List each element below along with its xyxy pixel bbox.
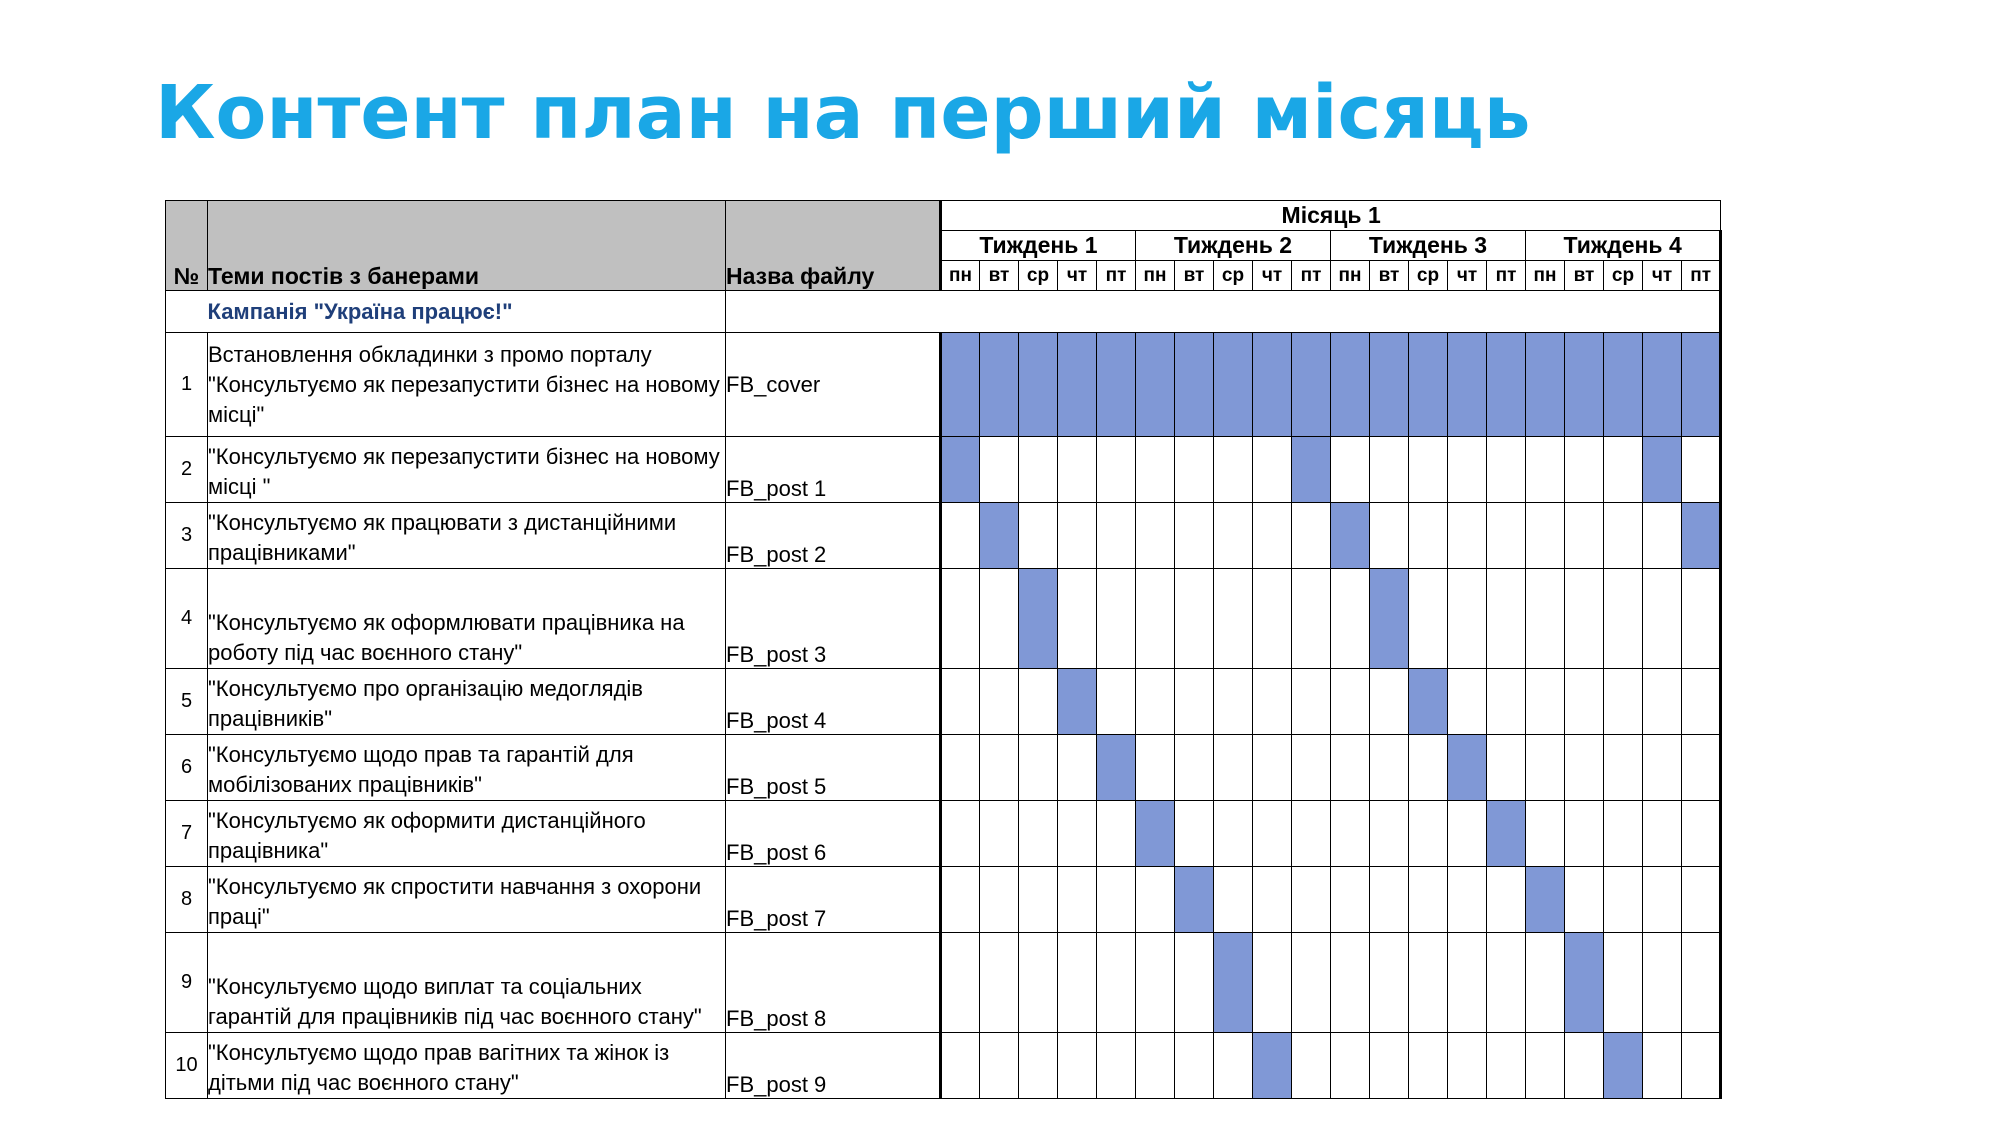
empty-day-cell bbox=[1175, 669, 1214, 735]
empty-day-cell bbox=[1370, 801, 1409, 867]
scheduled-day-cell bbox=[1526, 333, 1565, 437]
day-header-w2-вт: вт bbox=[1175, 261, 1214, 291]
scheduled-day-cell bbox=[1604, 333, 1643, 437]
file-name: FB_post 6 bbox=[726, 801, 941, 867]
scheduled-day-cell bbox=[1370, 333, 1409, 437]
page-title: Контент план на перший місяць bbox=[155, 70, 1531, 156]
empty-day-cell bbox=[1643, 735, 1682, 801]
empty-day-cell bbox=[1214, 735, 1253, 801]
scheduled-day-cell bbox=[1604, 1033, 1643, 1099]
empty-day-cell bbox=[1292, 801, 1331, 867]
post-topic: "Консультуємо про організацію медоглядів працівників" bbox=[208, 669, 726, 735]
empty-day-cell bbox=[1526, 1033, 1565, 1099]
day-header-w3-ср: ср bbox=[1409, 261, 1448, 291]
empty-day-cell bbox=[1448, 1033, 1487, 1099]
empty-day-cell bbox=[1019, 933, 1058, 1033]
empty-day-cell bbox=[1097, 933, 1136, 1033]
day-header-w2-пт: пт bbox=[1292, 261, 1331, 291]
empty-day-cell bbox=[1682, 1033, 1721, 1099]
day-header-w4-вт: вт bbox=[1565, 261, 1604, 291]
file-name: FB_post 4 bbox=[726, 669, 941, 735]
table-row bbox=[166, 569, 1721, 669]
scheduled-day-cell bbox=[1175, 867, 1214, 933]
empty-day-cell bbox=[1019, 669, 1058, 735]
scheduled-day-cell bbox=[1487, 333, 1526, 437]
empty-day-cell bbox=[1175, 801, 1214, 867]
day-header-w2-чт: чт bbox=[1253, 261, 1292, 291]
empty-day-cell bbox=[1643, 867, 1682, 933]
empty-day-cell bbox=[1682, 867, 1721, 933]
empty-day-cell bbox=[1370, 669, 1409, 735]
empty-day-cell bbox=[1097, 801, 1136, 867]
file-name: FB_cover bbox=[726, 333, 941, 437]
campaign-empty-cell bbox=[726, 291, 1721, 333]
empty-day-cell bbox=[1019, 503, 1058, 569]
empty-day-cell bbox=[1370, 503, 1409, 569]
empty-day-cell bbox=[1448, 867, 1487, 933]
empty-day-cell bbox=[1448, 933, 1487, 1033]
empty-day-cell bbox=[1604, 503, 1643, 569]
week-header-4: Тиждень 4 bbox=[1526, 231, 1721, 261]
empty-day-cell bbox=[980, 801, 1019, 867]
file-name: FB_post 9 bbox=[726, 1033, 941, 1099]
file-name: FB_post 5 bbox=[726, 735, 941, 801]
empty-day-cell bbox=[1604, 735, 1643, 801]
scheduled-day-cell bbox=[1682, 503, 1721, 569]
empty-day-cell bbox=[1292, 503, 1331, 569]
empty-day-cell bbox=[1331, 569, 1370, 669]
empty-day-cell bbox=[1331, 735, 1370, 801]
scheduled-day-cell bbox=[980, 503, 1019, 569]
scheduled-day-cell bbox=[1448, 735, 1487, 801]
table-row bbox=[166, 801, 1721, 867]
scheduled-day-cell bbox=[1682, 333, 1721, 437]
table-row bbox=[166, 503, 1721, 569]
empty-day-cell bbox=[1058, 1033, 1097, 1099]
scheduled-day-cell bbox=[1136, 333, 1175, 437]
scheduled-day-cell bbox=[1019, 569, 1058, 669]
empty-day-cell bbox=[1604, 569, 1643, 669]
empty-day-cell bbox=[1331, 669, 1370, 735]
scheduled-day-cell bbox=[1565, 933, 1604, 1033]
empty-day-cell bbox=[1214, 801, 1253, 867]
empty-day-cell bbox=[1409, 801, 1448, 867]
day-header-w4-пт: пт bbox=[1682, 261, 1721, 291]
empty-day-cell bbox=[1487, 669, 1526, 735]
week-header-3: Тиждень 3 bbox=[1331, 231, 1526, 261]
empty-day-cell bbox=[980, 1033, 1019, 1099]
scheduled-day-cell bbox=[1058, 333, 1097, 437]
empty-day-cell bbox=[941, 735, 980, 801]
scheduled-day-cell bbox=[1448, 333, 1487, 437]
empty-day-cell bbox=[1331, 933, 1370, 1033]
empty-day-cell bbox=[1370, 437, 1409, 503]
empty-day-cell bbox=[1097, 669, 1136, 735]
empty-day-cell bbox=[1058, 735, 1097, 801]
table-row bbox=[166, 333, 1721, 437]
empty-day-cell bbox=[1448, 569, 1487, 669]
empty-day-cell bbox=[1409, 933, 1448, 1033]
empty-day-cell bbox=[1292, 569, 1331, 669]
scheduled-day-cell bbox=[941, 437, 980, 503]
empty-day-cell bbox=[1487, 933, 1526, 1033]
scheduled-day-cell bbox=[1214, 933, 1253, 1033]
empty-day-cell bbox=[1643, 503, 1682, 569]
empty-day-cell bbox=[1253, 437, 1292, 503]
empty-day-cell bbox=[1682, 669, 1721, 735]
empty-day-cell bbox=[1136, 569, 1175, 669]
empty-day-cell bbox=[1409, 867, 1448, 933]
empty-day-cell bbox=[980, 735, 1019, 801]
empty-day-cell bbox=[1565, 569, 1604, 669]
empty-day-cell bbox=[1058, 437, 1097, 503]
empty-day-cell bbox=[941, 1033, 980, 1099]
empty-day-cell bbox=[1370, 933, 1409, 1033]
empty-day-cell bbox=[1604, 933, 1643, 1033]
empty-day-cell bbox=[1136, 1033, 1175, 1099]
empty-day-cell bbox=[1604, 669, 1643, 735]
campaign-number-cell bbox=[166, 291, 208, 333]
empty-day-cell bbox=[941, 801, 980, 867]
empty-day-cell bbox=[1604, 867, 1643, 933]
file-name: FB_post 8 bbox=[726, 933, 941, 1033]
empty-day-cell bbox=[1136, 669, 1175, 735]
day-header-w3-пн: пн bbox=[1331, 261, 1370, 291]
empty-day-cell bbox=[980, 437, 1019, 503]
month-header: Місяць 1 bbox=[941, 201, 1721, 231]
empty-day-cell bbox=[1331, 867, 1370, 933]
empty-day-cell bbox=[1292, 1033, 1331, 1099]
empty-day-cell bbox=[1565, 1033, 1604, 1099]
day-header-w1-чт: чт bbox=[1058, 261, 1097, 291]
empty-day-cell bbox=[1643, 933, 1682, 1033]
scheduled-day-cell bbox=[941, 333, 980, 437]
day-header-w1-пн: пн bbox=[941, 261, 980, 291]
scheduled-day-cell bbox=[1253, 333, 1292, 437]
row-number: 9 bbox=[166, 933, 208, 1033]
empty-day-cell bbox=[941, 669, 980, 735]
empty-day-cell bbox=[1565, 801, 1604, 867]
empty-day-cell bbox=[1526, 569, 1565, 669]
row-number: 4 bbox=[166, 569, 208, 669]
empty-day-cell bbox=[1487, 503, 1526, 569]
empty-day-cell bbox=[1604, 801, 1643, 867]
day-header-w4-ср: ср bbox=[1604, 261, 1643, 291]
empty-day-cell bbox=[1175, 569, 1214, 669]
table-row bbox=[166, 933, 1721, 1033]
empty-day-cell bbox=[1214, 1033, 1253, 1099]
empty-day-cell bbox=[1097, 867, 1136, 933]
day-header-w3-пт: пт bbox=[1487, 261, 1526, 291]
empty-day-cell bbox=[1175, 735, 1214, 801]
scheduled-day-cell bbox=[1526, 867, 1565, 933]
empty-day-cell bbox=[1682, 735, 1721, 801]
empty-day-cell bbox=[941, 569, 980, 669]
post-topic: "Консультуємо як спростити навчання з охорони праці" bbox=[208, 867, 726, 933]
scheduled-day-cell bbox=[1097, 735, 1136, 801]
week-header-1: Тиждень 1 bbox=[941, 231, 1136, 261]
scheduled-day-cell bbox=[1565, 333, 1604, 437]
empty-day-cell bbox=[941, 503, 980, 569]
empty-day-cell bbox=[1643, 669, 1682, 735]
scheduled-day-cell bbox=[1643, 333, 1682, 437]
empty-day-cell bbox=[1526, 933, 1565, 1033]
empty-day-cell bbox=[1448, 503, 1487, 569]
file-name: FB_post 1 bbox=[726, 437, 941, 503]
content-plan-table bbox=[165, 200, 1722, 1099]
empty-day-cell bbox=[1643, 801, 1682, 867]
day-header-w4-чт: чт bbox=[1643, 261, 1682, 291]
scheduled-day-cell bbox=[1136, 801, 1175, 867]
day-header-w1-вт: вт bbox=[980, 261, 1019, 291]
empty-day-cell bbox=[1448, 801, 1487, 867]
empty-day-cell bbox=[1409, 1033, 1448, 1099]
scheduled-day-cell bbox=[1331, 333, 1370, 437]
empty-day-cell bbox=[1448, 437, 1487, 503]
header-row-month bbox=[166, 201, 1721, 231]
file-name: FB_post 7 bbox=[726, 867, 941, 933]
week-header-2: Тиждень 2 bbox=[1136, 231, 1331, 261]
scheduled-day-cell bbox=[1175, 333, 1214, 437]
empty-day-cell bbox=[941, 867, 980, 933]
empty-day-cell bbox=[1136, 437, 1175, 503]
post-topic: "Консультуємо щодо прав вагітних та жінок із дітьми під час воєнного стану" bbox=[208, 1033, 726, 1099]
empty-day-cell bbox=[1565, 867, 1604, 933]
empty-day-cell bbox=[1214, 669, 1253, 735]
empty-day-cell bbox=[980, 669, 1019, 735]
empty-day-cell bbox=[1019, 1033, 1058, 1099]
empty-day-cell bbox=[1136, 503, 1175, 569]
table-row bbox=[166, 867, 1721, 933]
row-number: 2 bbox=[166, 437, 208, 503]
empty-day-cell bbox=[1175, 437, 1214, 503]
empty-day-cell bbox=[980, 867, 1019, 933]
empty-day-cell bbox=[1175, 503, 1214, 569]
empty-day-cell bbox=[1136, 867, 1175, 933]
post-topic: "Консультуємо як працювати з дистанційними працівниками" bbox=[208, 503, 726, 569]
empty-day-cell bbox=[1175, 933, 1214, 1033]
empty-day-cell bbox=[941, 933, 980, 1033]
row-number: 1 bbox=[166, 333, 208, 437]
file-name: FB_post 2 bbox=[726, 503, 941, 569]
empty-day-cell bbox=[1214, 867, 1253, 933]
empty-day-cell bbox=[1370, 867, 1409, 933]
empty-day-cell bbox=[1253, 735, 1292, 801]
empty-day-cell bbox=[1097, 437, 1136, 503]
empty-day-cell bbox=[1214, 437, 1253, 503]
day-header-w1-пт: пт bbox=[1097, 261, 1136, 291]
empty-day-cell bbox=[1097, 569, 1136, 669]
day-header-w2-пн: пн bbox=[1136, 261, 1175, 291]
empty-day-cell bbox=[980, 569, 1019, 669]
empty-day-cell bbox=[1487, 569, 1526, 669]
empty-day-cell bbox=[1643, 1033, 1682, 1099]
empty-day-cell bbox=[1253, 503, 1292, 569]
empty-day-cell bbox=[1253, 867, 1292, 933]
post-topic: "Консультуємо щодо виплат та соціальних гарантій для працівників під час воєнного стану" bbox=[208, 933, 726, 1033]
empty-day-cell bbox=[1682, 933, 1721, 1033]
empty-day-cell bbox=[1253, 669, 1292, 735]
empty-day-cell bbox=[1058, 503, 1097, 569]
empty-day-cell bbox=[1019, 801, 1058, 867]
empty-day-cell bbox=[1409, 437, 1448, 503]
scheduled-day-cell bbox=[1058, 669, 1097, 735]
empty-day-cell bbox=[1214, 503, 1253, 569]
day-header-w2-ср: ср bbox=[1214, 261, 1253, 291]
empty-day-cell bbox=[1526, 669, 1565, 735]
column-header-topic: Теми постів з банерами bbox=[208, 201, 726, 291]
empty-day-cell bbox=[1175, 1033, 1214, 1099]
empty-day-cell bbox=[1136, 933, 1175, 1033]
scheduled-day-cell bbox=[1409, 333, 1448, 437]
empty-day-cell bbox=[1526, 735, 1565, 801]
empty-day-cell bbox=[1682, 569, 1721, 669]
scheduled-day-cell bbox=[1097, 333, 1136, 437]
table-row bbox=[166, 669, 1721, 735]
scheduled-day-cell bbox=[1292, 437, 1331, 503]
empty-day-cell bbox=[1292, 933, 1331, 1033]
empty-day-cell bbox=[1682, 801, 1721, 867]
empty-day-cell bbox=[1097, 503, 1136, 569]
empty-day-cell bbox=[1526, 437, 1565, 503]
table-row bbox=[166, 735, 1721, 801]
row-number: 7 bbox=[166, 801, 208, 867]
empty-day-cell bbox=[1058, 569, 1097, 669]
row-number: 3 bbox=[166, 503, 208, 569]
empty-day-cell bbox=[1253, 933, 1292, 1033]
empty-day-cell bbox=[1253, 801, 1292, 867]
empty-day-cell bbox=[1331, 1033, 1370, 1099]
empty-day-cell bbox=[1097, 1033, 1136, 1099]
empty-day-cell bbox=[1409, 735, 1448, 801]
empty-day-cell bbox=[1292, 867, 1331, 933]
scheduled-day-cell bbox=[1409, 669, 1448, 735]
scheduled-day-cell bbox=[1253, 1033, 1292, 1099]
campaign-row bbox=[166, 291, 1721, 333]
empty-day-cell bbox=[1565, 735, 1604, 801]
empty-day-cell bbox=[1019, 437, 1058, 503]
empty-day-cell bbox=[1136, 735, 1175, 801]
row-number: 5 bbox=[166, 669, 208, 735]
scheduled-day-cell bbox=[1370, 569, 1409, 669]
day-header-w3-чт: чт bbox=[1448, 261, 1487, 291]
file-name: FB_post 3 bbox=[726, 569, 941, 669]
post-topic: "Консультуємо як оформити дистанційного працівника" bbox=[208, 801, 726, 867]
post-topic: "Консультуємо як перезапустити бізнес на новому місці " bbox=[208, 437, 726, 503]
row-number: 10 bbox=[166, 1033, 208, 1099]
scheduled-day-cell bbox=[1487, 801, 1526, 867]
empty-day-cell bbox=[1526, 801, 1565, 867]
campaign-title: Кампанія "Україна працює!" bbox=[208, 291, 726, 333]
empty-day-cell bbox=[1487, 437, 1526, 503]
scheduled-day-cell bbox=[1214, 333, 1253, 437]
table-row bbox=[166, 1033, 1721, 1099]
empty-day-cell bbox=[1526, 503, 1565, 569]
empty-day-cell bbox=[1019, 735, 1058, 801]
post-topic: "Консультуємо щодо прав та гарантій для мобілізованих працівників" bbox=[208, 735, 726, 801]
scheduled-day-cell bbox=[1292, 333, 1331, 437]
empty-day-cell bbox=[1292, 735, 1331, 801]
scheduled-day-cell bbox=[980, 333, 1019, 437]
empty-day-cell bbox=[1643, 569, 1682, 669]
empty-day-cell bbox=[1058, 867, 1097, 933]
day-header-w1-ср: ср bbox=[1019, 261, 1058, 291]
empty-day-cell bbox=[1214, 569, 1253, 669]
empty-day-cell bbox=[1487, 1033, 1526, 1099]
column-header-file: Назва файлу bbox=[726, 201, 941, 291]
row-number: 8 bbox=[166, 867, 208, 933]
empty-day-cell bbox=[1487, 735, 1526, 801]
empty-day-cell bbox=[1604, 437, 1643, 503]
scheduled-day-cell bbox=[1019, 333, 1058, 437]
empty-day-cell bbox=[1058, 801, 1097, 867]
empty-day-cell bbox=[1370, 735, 1409, 801]
empty-day-cell bbox=[1682, 437, 1721, 503]
empty-day-cell bbox=[1058, 933, 1097, 1033]
empty-day-cell bbox=[1331, 437, 1370, 503]
empty-day-cell bbox=[1409, 569, 1448, 669]
empty-day-cell bbox=[1448, 669, 1487, 735]
empty-day-cell bbox=[980, 933, 1019, 1033]
column-header-number: № bbox=[166, 201, 208, 291]
table-row bbox=[166, 437, 1721, 503]
day-header-w3-вт: вт bbox=[1370, 261, 1409, 291]
empty-day-cell bbox=[1292, 669, 1331, 735]
empty-day-cell bbox=[1019, 867, 1058, 933]
scheduled-day-cell bbox=[1331, 503, 1370, 569]
empty-day-cell bbox=[1409, 503, 1448, 569]
empty-day-cell bbox=[1487, 867, 1526, 933]
empty-day-cell bbox=[1370, 1033, 1409, 1099]
day-header-w4-пн: пн bbox=[1526, 261, 1565, 291]
post-topic: "Консультуємо як оформлювати працівника на роботу під час воєнного стану" bbox=[208, 569, 726, 669]
empty-day-cell bbox=[1565, 669, 1604, 735]
empty-day-cell bbox=[1253, 569, 1292, 669]
post-topic: Встановлення обкладинки з промо порталу "Консультуємо як перезапустити бізнес на новому місці" bbox=[208, 333, 726, 437]
empty-day-cell bbox=[1565, 503, 1604, 569]
row-number: 6 bbox=[166, 735, 208, 801]
scheduled-day-cell bbox=[1643, 437, 1682, 503]
empty-day-cell bbox=[1331, 801, 1370, 867]
empty-day-cell bbox=[1565, 437, 1604, 503]
